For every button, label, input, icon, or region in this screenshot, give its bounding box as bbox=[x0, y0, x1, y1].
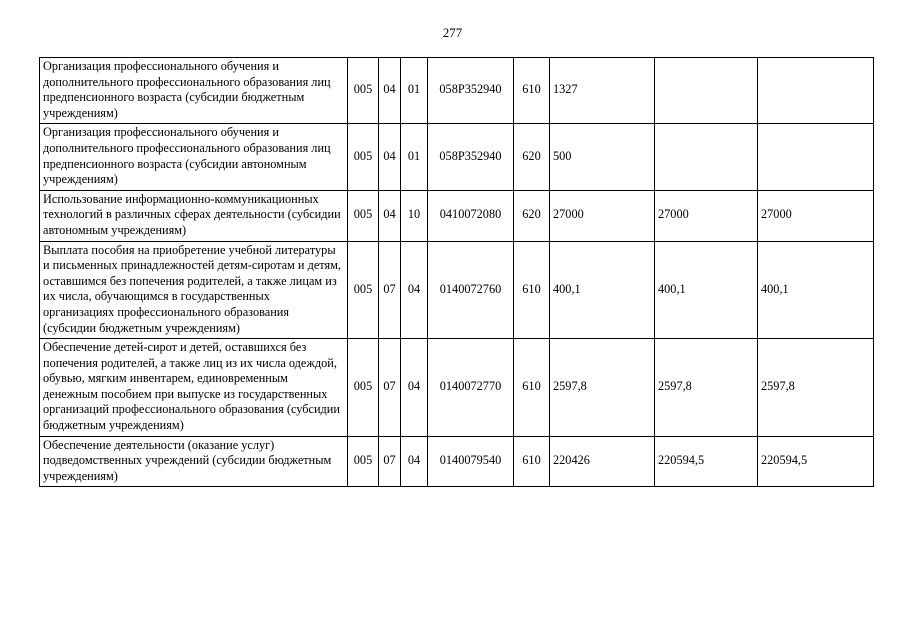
subsection-code-cell: 01 bbox=[401, 58, 428, 124]
expense-type-cell: 610 bbox=[514, 436, 550, 487]
amount-year-3-cell bbox=[758, 124, 874, 190]
section-code-cell: 07 bbox=[379, 436, 401, 487]
target-article-cell: 0140072760 bbox=[428, 241, 514, 339]
ministry-code-cell: 005 bbox=[348, 190, 379, 241]
amount-year-2-cell: 400,1 bbox=[655, 241, 758, 339]
table-row bbox=[40, 241, 874, 339]
ministry-code-cell: 005 bbox=[348, 241, 379, 339]
section-code-cell: 04 bbox=[379, 124, 401, 190]
table-row bbox=[40, 124, 874, 190]
amount-year-3-cell: 400,1 bbox=[758, 241, 874, 339]
amount-year-3-cell: 27000 bbox=[758, 190, 874, 241]
amount-year-1-cell: 220426 bbox=[550, 436, 655, 487]
target-article-cell: 058P352940 bbox=[428, 124, 514, 190]
amount-year-1-cell: 27000 bbox=[550, 190, 655, 241]
subsection-code-cell: 10 bbox=[401, 190, 428, 241]
ministry-code-cell: 005 bbox=[348, 436, 379, 487]
amount-year-1-cell: 500 bbox=[550, 124, 655, 190]
expense-type-cell: 620 bbox=[514, 124, 550, 190]
amount-year-3-cell: 220594,5 bbox=[758, 436, 874, 487]
page-number: 277 bbox=[442, 25, 463, 40]
subsection-code-cell: 04 bbox=[401, 241, 428, 339]
ministry-code-cell: 005 bbox=[348, 58, 379, 124]
expense-name-cell: Выплата пособия на приобретение учебной литературы и письменных принадлежностей детям-сиротам и детям, оставшимся без попечения родителей, а также лицам из их числа, обучающимся в государственных организациях профессионального образования (субсидии бюджетным учреждениям) bbox=[40, 241, 348, 339]
amount-year-1-cell: 400,1 bbox=[550, 241, 655, 339]
section-code-cell: 07 bbox=[379, 241, 401, 339]
section-code-cell: 07 bbox=[379, 339, 401, 437]
section-code-cell: 04 bbox=[379, 58, 401, 124]
target-article-cell: 0140079540 bbox=[428, 436, 514, 487]
amount-year-2-cell: 27000 bbox=[655, 190, 758, 241]
amount-year-1-cell: 2597,8 bbox=[550, 339, 655, 437]
amount-year-2-cell: 220594,5 bbox=[655, 436, 758, 487]
ministry-code-cell: 005 bbox=[348, 339, 379, 437]
target-article-cell: 0140072770 bbox=[428, 339, 514, 437]
expense-name-cell: Обеспечение деятельности (оказание услуг) подведомственных учреждений (субсидии бюджетным учреждениям) bbox=[40, 436, 348, 487]
expense-name-cell: Организация профессионального обучения и дополнительного профессионального образования лиц предпенсионного возраста (субсидии автономным учреждениям) bbox=[40, 124, 348, 190]
expense-type-cell: 620 bbox=[514, 190, 550, 241]
table-body bbox=[40, 58, 874, 487]
table-row bbox=[40, 339, 874, 437]
table-row bbox=[40, 58, 874, 124]
target-article-cell: 058P352940 bbox=[428, 58, 514, 124]
subsection-code-cell: 01 bbox=[401, 124, 428, 190]
expense-name-cell: Организация профессионального обучения и дополнительного профессионального образования лиц предпенсионного возраста (субсидии бюджетным учреждениям) bbox=[40, 58, 348, 124]
amount-year-2-cell bbox=[655, 58, 758, 124]
section-code-cell: 04 bbox=[379, 190, 401, 241]
amount-year-2-cell bbox=[655, 124, 758, 190]
subsection-code-cell: 04 bbox=[401, 436, 428, 487]
amount-year-3-cell bbox=[758, 58, 874, 124]
table-row bbox=[40, 436, 874, 487]
expense-name-cell: Обеспечение детей-сирот и детей, оставшихся без попечения родителей, а также лиц из их числа одеждой, обувью, мягким инвентарем, единовременным денежным пособием при выпуске из государственных организаций профессионального образования (субсидии бюджетным учреждениям) bbox=[40, 339, 348, 437]
expense-type-cell: 610 bbox=[514, 58, 550, 124]
expense-type-cell: 610 bbox=[514, 241, 550, 339]
expense-type-cell: 610 bbox=[514, 339, 550, 437]
table-row bbox=[40, 190, 874, 241]
amount-year-1-cell: 1327 bbox=[550, 58, 655, 124]
amount-year-3-cell: 2597,8 bbox=[758, 339, 874, 437]
ministry-code-cell: 005 bbox=[348, 124, 379, 190]
amount-year-2-cell: 2597,8 bbox=[655, 339, 758, 437]
target-article-cell: 0410072080 bbox=[428, 190, 514, 241]
budget-table bbox=[39, 57, 874, 487]
subsection-code-cell: 04 bbox=[401, 339, 428, 437]
expense-name-cell: Использование информационно-коммуникационных технологий в различных сферах деятельности (субсидии автономным учреждениям) bbox=[40, 190, 348, 241]
